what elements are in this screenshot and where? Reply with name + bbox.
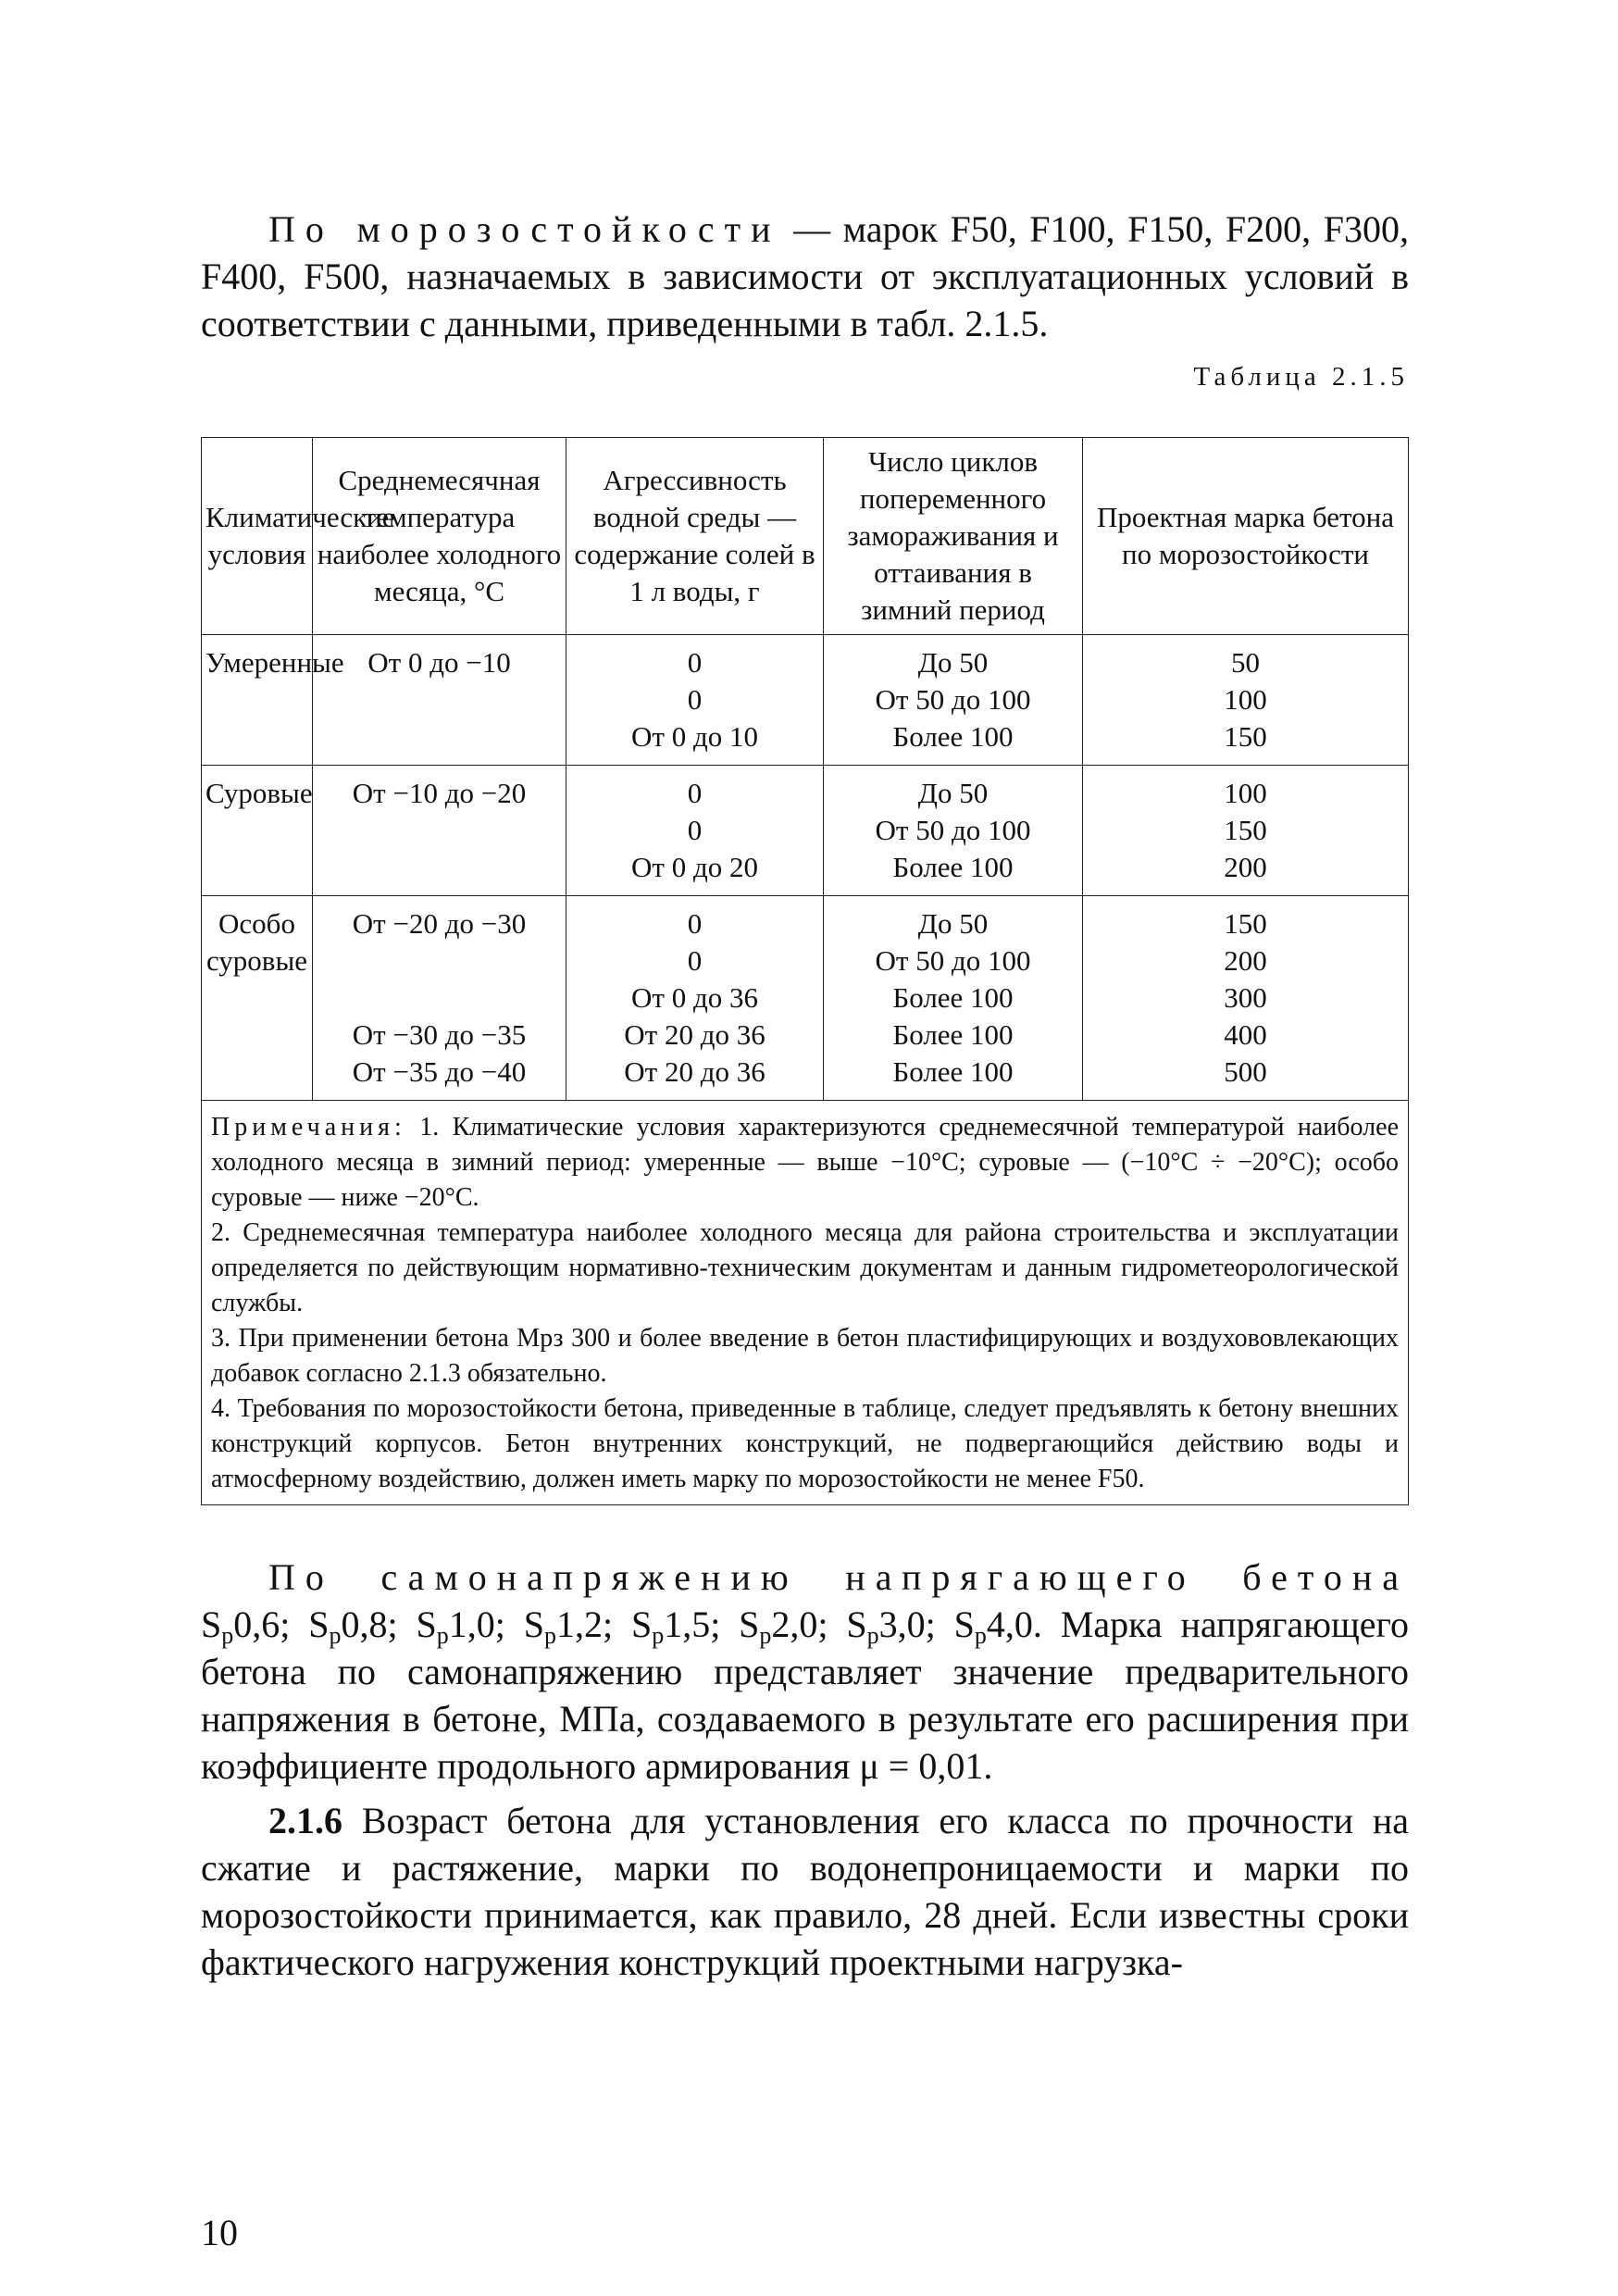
selfstress-grade: $S_p1,0$: [416, 1603, 495, 1649]
aggressiveness-value: 0: [687, 944, 703, 977]
temperature-value: От −20 до −30: [352, 907, 527, 940]
cycles-value: Более 100: [892, 1055, 1014, 1088]
header-climate: Климатические условия: [202, 438, 313, 635]
temperature-value: От −30 до −35: [352, 1018, 527, 1051]
cycles-value: От 50 до 100: [875, 944, 1031, 977]
cycles-value: От 50 до 100: [875, 814, 1031, 846]
selfstress-grade: $S_p4,0$: [953, 1603, 1033, 1649]
aggressiveness-cell: [566, 766, 824, 896]
grade-cell: [1083, 635, 1409, 766]
cycles-cell: [824, 766, 1083, 896]
selfstress-grade: $S_p1,5$: [630, 1603, 711, 1649]
aggressiveness-value: От 20 до 36: [624, 1055, 765, 1088]
temperature-value: От −10 до −20: [352, 777, 527, 809]
table-notes-row: [202, 1101, 1409, 1505]
header-grade: Проектная марка бетона по морозостойкости: [1083, 438, 1409, 635]
selfstress-text: Марка напрягающего бетона по самонапряжению представляет значение предварительного напряжения в бетоне, МПа, создаваемого в результате его расширения при коэффициенте продольного армирования μ = 0,01.: [201, 1603, 1409, 1787]
grade-value: 100: [1224, 777, 1267, 809]
grade-value: 400: [1224, 1018, 1267, 1051]
grade-value: 50: [1231, 646, 1260, 679]
cycles-value: До 50: [917, 907, 989, 940]
frost-resistance-table: [201, 437, 1409, 1505]
cycles-value: До 50: [917, 777, 989, 809]
cycles-value: Более 100: [892, 851, 1014, 883]
cycles-value: От 50 до 100: [875, 683, 1031, 716]
temperature-value: [317, 942, 562, 980]
table-caption: Таблица 2.1.5: [1193, 362, 1409, 392]
temperature-value: От 0 до −10: [367, 646, 511, 679]
aggressiveness-value: 0: [687, 646, 703, 679]
note-2: 2. Среднемесячная температура наиболее холодного месяца для района строительства и эксплуатации определяется по действующим нормативно-техническим документам и данным гидрометеорологической службы.: [211, 1218, 1399, 1317]
intro-lead: По морозостойкости: [268, 208, 781, 250]
cycles-cell: [824, 896, 1083, 1101]
temperature-value: [317, 980, 562, 1017]
selfstress-grade: $S_p0,6$: [201, 1603, 280, 1649]
header-temperature: Среднемесячная температура наиболее холодного месяца, °С: [313, 438, 566, 635]
intro-text: — марок F50, F100, F150, F200, F300, F400, F500, назначаемых в зависимости от эксплуатационных условий в соответствии с данными, приведенными в табл. 2.1.5.: [201, 208, 1409, 344]
grade-value: 200: [1224, 944, 1267, 977]
grade-cell: [1083, 896, 1409, 1101]
table-header-row: [202, 438, 1409, 635]
grade-value: 200: [1224, 851, 1267, 883]
section-paragraph: [201, 1797, 1409, 1986]
climate-cell: Умеренные: [202, 635, 313, 766]
temperature-value: От −35 до −40: [352, 1055, 527, 1088]
cycles-value: Более 100: [892, 720, 1014, 753]
note-1-text: 1. Климатические условия характеризуются среднемесячной температурой наиболее холодного месяца в зимний период: умеренные — выше −10°С; суровые — (−10°С ÷ −20°С); особо суровые — ниже −20°С.: [211, 1113, 1400, 1212]
table-notes: [202, 1101, 1409, 1505]
grade-value: 150: [1224, 814, 1267, 846]
note-3: 3. При применении бетона Мрз 300 и более введение в бетон пластифицирующих и воздухововлекающих добавок согласно 2.1.3 обязательно.: [211, 1324, 1399, 1388]
temperature-cell: [313, 635, 566, 766]
header-cycles: Число циклов попеременного замораживания и оттаивания в зимний период: [824, 438, 1083, 635]
table-row: [202, 635, 1409, 766]
grade-value: 150: [1224, 907, 1267, 940]
notes-heading: Примечания:: [211, 1113, 406, 1142]
grade-cell: [1083, 766, 1409, 896]
cycles-value: Более 100: [892, 981, 1014, 1014]
cycles-value: До 50: [917, 646, 989, 679]
aggressiveness-value: 0: [687, 814, 703, 846]
cycles-cell: [824, 635, 1083, 766]
grade-value: 100: [1224, 683, 1267, 716]
table-row: [202, 896, 1409, 1101]
note-1: [211, 1110, 1399, 1216]
section-number: 2.1.6: [268, 1800, 342, 1841]
cycles-value: Более 100: [892, 1018, 1014, 1051]
selfstress-grade: $S_p1,2$: [523, 1603, 603, 1649]
climate-cell: Особо суровые: [202, 896, 313, 1101]
aggressiveness-value: От 0 до 10: [631, 720, 758, 753]
note-4: 4. Требования по морозостойкости бетона, приведенные в таблице, следует предъявлять к бетону внешних конструкций корпусов. Бетон внутренних конструкций, не подвергающийся действию воды и атмосферному воздействию, должен иметь марку по морозостойкости не менее F50.: [211, 1394, 1399, 1493]
grade-value: 300: [1224, 981, 1267, 1014]
header-aggressiveness: Агрессивность водной среды — содержание солей в 1 л воды, г: [566, 438, 824, 635]
grade-value: 500: [1224, 1055, 1267, 1088]
page-content: [201, 206, 1409, 1986]
aggressiveness-value: 0: [687, 683, 703, 716]
table-row: [202, 766, 1409, 896]
selfstress-grade: $S_p0,8$: [308, 1603, 388, 1649]
aggressiveness-value: От 0 до 36: [631, 981, 758, 1014]
temperature-cell: [313, 766, 566, 896]
selfstress-grade: $S_p3,0$: [846, 1603, 926, 1649]
aggressiveness-cell: [566, 635, 824, 766]
aggressiveness-value: От 20 до 36: [624, 1018, 765, 1051]
temperature-cell: [313, 896, 566, 1101]
page-number: 10: [201, 2212, 238, 2253]
aggressiveness-value: 0: [687, 777, 703, 809]
section-text: Возраст бетона для установления его класса по прочности на сжатие и растяжение, марки по водонепроницаемости и марки по морозостойкости принимается, как правило, 28 дней. Если известны сроки фактического нагружения конструкций проектными нагрузка-: [201, 1800, 1409, 1983]
intro-paragraph: [201, 206, 1409, 347]
aggressiveness-value: От 0 до 20: [631, 851, 758, 883]
selfstress-paragraph: По самонапряжению напрягающего бетона $S_p0,6$; $S_p0,8$; $S_p1,0$; $S_p1,2$; $S_p1,5$; $S_p2,0$; $S_p3,0$; $S_p4,0$. Марка напрягающего бетона по самонапряжению представляет значение предварительного напряжения в бетоне, МПа, создаваемого в результате его расширения при коэффициенте продольного армирования μ = 0,01.: [201, 1556, 1409, 1787]
selfstress-lead: По самонапряжению напрягающего бетона: [268, 1556, 1409, 1598]
climate-cell: Суровые: [202, 766, 313, 896]
aggressiveness-value: 0: [687, 907, 703, 940]
selfstress-grade: $S_p2,0$: [739, 1603, 818, 1649]
grade-value: 150: [1224, 720, 1267, 753]
aggressiveness-cell: [566, 896, 824, 1101]
